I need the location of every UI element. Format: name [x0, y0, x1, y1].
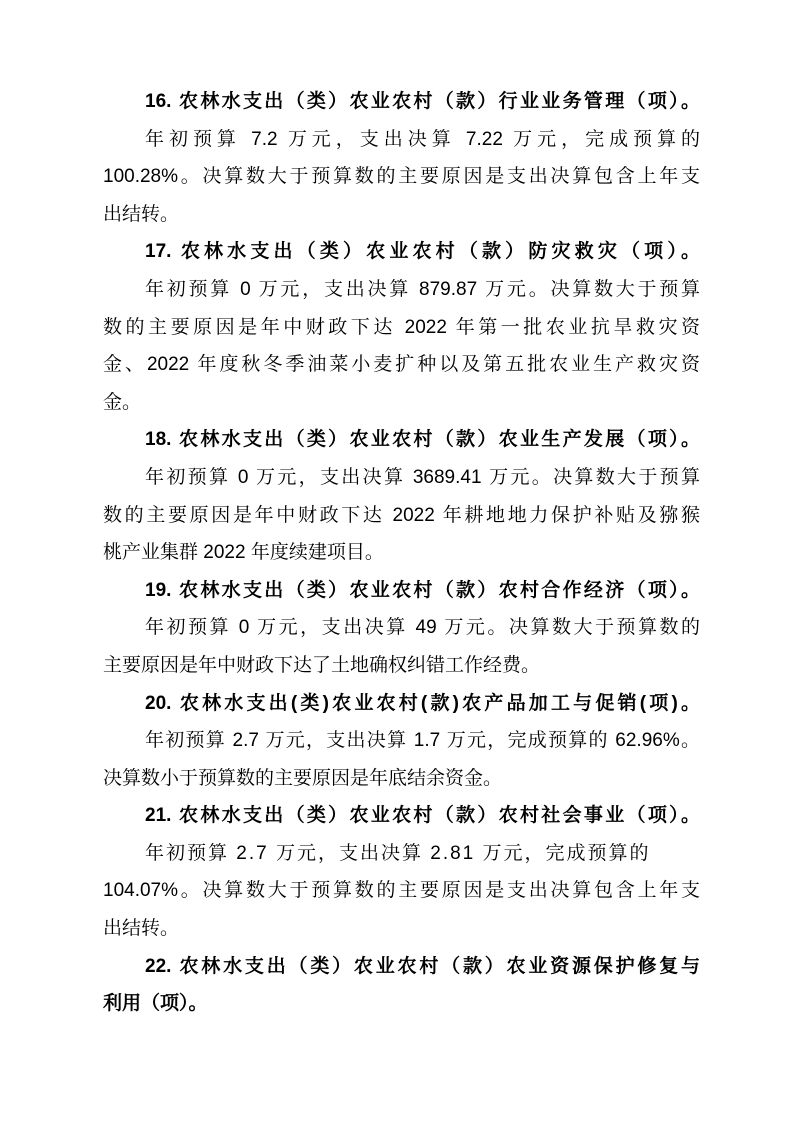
section-17-heading: 17. 农林水支出（类）农业农村（款）防灾救灾（项）。: [145, 241, 700, 263]
section-16-body-line-3: 出结转。: [103, 203, 180, 225]
section-21-heading: 21. 农林水支出（类）农业农村（款）农村社会事业（项）。: [145, 805, 700, 827]
section-20-body-line-1: 年初预算 2.7 万元，支出决算 1.7 万元，完成预算的 62.96%。: [145, 730, 700, 752]
section-17-body-line-2: 数的主要原因是年中财政下达 2022 年第一批农业抗旱救灾资: [103, 316, 700, 338]
section-18-body-line-3: 桃产业集群 2022 年度续建项目。: [103, 542, 384, 564]
section-21-body-line-2: 104.07%。决算数大于预算数的主要原因是支出决算包含上年支: [103, 880, 700, 902]
section-22-heading-line-1: 22. 农林水支出（类）农业农村（款）农业资源保护修复与: [145, 955, 700, 977]
section-19-body-line-2: 主要原因是年中财政下达了土地确权纠错工作经费。: [103, 654, 541, 676]
section-20-body-line-2: 决算数小于预算数的主要原因是年底结余资金。: [103, 767, 503, 789]
section-18-heading: 18. 农林水支出（类）农业农村（款）农业生产发展（项）。: [145, 429, 700, 451]
section-18-body-line-1: 年初预算 0 万元，支出决算 3689.41 万元。决算数大于预算: [145, 466, 700, 488]
section-17-body-line-3: 金、2022 年度秋冬季油菜小麦扩种以及第五批农业生产救灾资: [103, 354, 700, 376]
section-17-body-line-1: 年初预算 0 万元，支出决算 879.87 万元。决算数大于预算: [145, 278, 700, 300]
section-19-body-line-1: 年初预算 0 万元，支出决算 49 万元。决算数大于预算数的: [145, 617, 700, 639]
page-content: [103, 83, 700, 1023]
section-20-heading: 20. 农林水支出(类)农业农村(款)农产品加工与促销(项)。: [145, 692, 700, 714]
section-16-body-line-2: 100.28%。决算数大于预算数的主要原因是支出决算包含上年支: [103, 166, 700, 188]
section-19-heading: 19. 农林水支出（类）农业农村（款）农村合作经济（项）。: [145, 579, 700, 601]
section-16-body-line-1: 年初预算 7.2 万元，支出决算 7.22 万元，完成预算的: [145, 128, 700, 150]
section-17-body-line-4: 金。: [103, 391, 142, 413]
section-16-heading: 16. 农林水支出（类）农业农村（款）行业业务管理（项）。: [145, 91, 700, 112]
section-22-heading-line-2: 利用（项）。: [103, 993, 208, 1015]
section-21-body-line-3: 出结转。: [103, 918, 180, 940]
section-18-body-line-2: 数的主要原因是年中财政下达 2022 年耕地地力保护补贴及猕猴: [103, 504, 700, 526]
section-21-body-line-1: 年初预算 2.7 万元，支出决算 2.81 万元，完成预算的: [145, 842, 651, 864]
